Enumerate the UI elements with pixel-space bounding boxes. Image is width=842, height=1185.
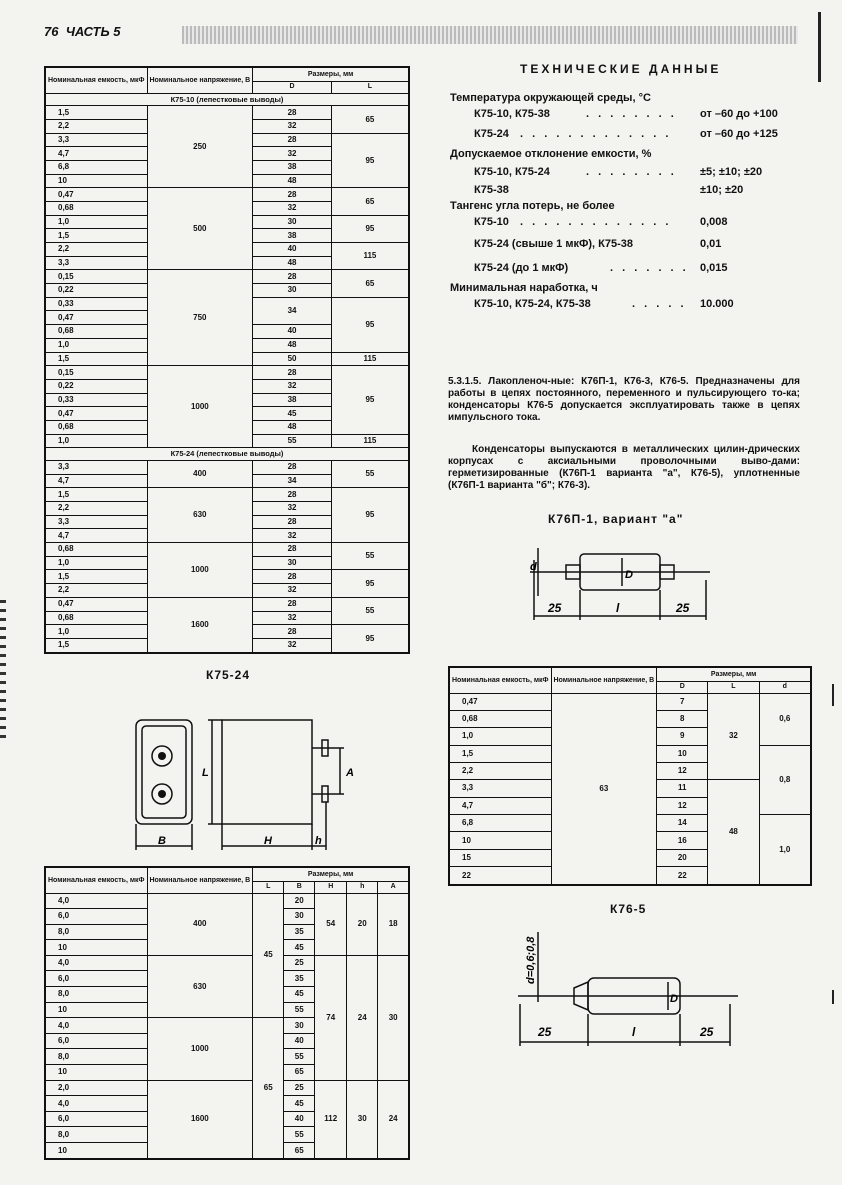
cap-cell: 3,3: [45, 461, 147, 475]
figure-title-k76p-1: К76П-1, вариант "а": [548, 512, 684, 526]
volt-cell: 400: [147, 893, 253, 955]
k75-10-k75-24-table: [44, 66, 410, 654]
cap-cell: 0,68: [45, 202, 147, 216]
small-h-cell: 30: [347, 1080, 378, 1159]
d-cell: 28: [253, 188, 332, 202]
cap-cell: 1,0: [45, 338, 147, 352]
cap-cell: 1,5: [449, 745, 551, 762]
volt-cell: 630: [147, 955, 253, 1017]
cap-cell: 0,68: [45, 420, 147, 434]
spec-dots: . . . . . . . . . . . . .: [520, 128, 672, 140]
cap-cell: 4,0: [45, 1096, 147, 1112]
cap-cell: 0,68: [45, 325, 147, 339]
b-cell: 30: [284, 909, 315, 925]
b-cell: 45: [284, 940, 315, 956]
col-header-L: L: [253, 881, 284, 893]
cap-cell: 10: [45, 1002, 147, 1018]
a-cell: 24: [378, 1080, 409, 1159]
b-cell: 20: [284, 893, 315, 909]
b-cell: 45: [284, 987, 315, 1003]
d-cell: 14: [657, 815, 708, 832]
cap-cell: 8,0: [45, 1127, 147, 1143]
cap-cell: 0,15: [45, 366, 147, 380]
d-cell: 28: [253, 366, 332, 380]
volt-cell: 250: [147, 106, 253, 188]
cap-cell: 4,0: [45, 893, 147, 909]
cap-cell: 0,22: [45, 379, 147, 393]
d-cell: 40: [253, 243, 332, 257]
col-header-d: d: [759, 681, 811, 693]
cap-cell: 6,0: [45, 1033, 147, 1049]
spec-value: ±5; ±10; ±20: [700, 166, 763, 178]
d-cell: 40: [253, 325, 332, 339]
l-cell: 95: [331, 133, 409, 188]
d-cell: 28: [253, 625, 332, 639]
cap-cell: 10: [45, 1143, 147, 1160]
col-header-voltage: Номинальное напряжение, В: [147, 67, 253, 93]
d-cell: 38: [253, 229, 332, 243]
volt-cell: 63: [551, 693, 657, 885]
h-cell: 54: [315, 893, 347, 955]
d-cell: 30: [253, 284, 332, 298]
volt-cell: 1000: [147, 1018, 253, 1080]
col-header-L: L: [331, 81, 409, 93]
cap-cell: 1,0: [449, 728, 551, 745]
d-cell: 28: [253, 515, 332, 529]
spec-value: от –60 до +100: [700, 108, 778, 120]
cap-cell: 2,2: [45, 502, 147, 516]
dim-B: B: [158, 835, 166, 847]
volt-cell: 750: [147, 270, 253, 366]
spec-dots: . . . . . . . .: [586, 166, 677, 178]
b-cell: 35: [284, 971, 315, 987]
cap-cell: 1,0: [45, 625, 147, 639]
b-cell: 55: [284, 1049, 315, 1065]
spec-line: Температура окружающей среды, °С: [450, 92, 651, 104]
wire-d-cell: 0,8: [759, 745, 811, 814]
d-cell: 7: [657, 693, 708, 710]
b-cell: 25: [284, 955, 315, 971]
d-cell: 48: [253, 174, 332, 188]
k76p-1-drawing: [510, 540, 730, 628]
l-cell: 32: [708, 693, 759, 780]
spec-line: К75-24 (до 1 мкФ): [474, 262, 569, 274]
d-cell: 28: [253, 570, 332, 584]
l-cell: 55: [331, 597, 409, 624]
cap-cell: 2,2: [45, 120, 147, 134]
d-cell: 20: [657, 849, 708, 866]
d-cell: 55: [253, 434, 332, 448]
small-h-cell: 20: [347, 893, 378, 955]
cap-cell: 4,0: [45, 1018, 147, 1034]
l-cell: 95: [331, 215, 409, 242]
volt-cell: 1600: [147, 597, 253, 653]
b-cell: 40: [284, 1033, 315, 1049]
d-cell: 32: [253, 120, 332, 134]
small-h-cell: 24: [347, 955, 378, 1080]
d-cell: 32: [253, 638, 332, 653]
cap-cell: 3,3: [45, 133, 147, 147]
dim-25-right: 25: [700, 1025, 714, 1039]
k75-24-drawing: [126, 708, 366, 858]
cap-cell: 4,0: [45, 955, 147, 971]
dim-l: l: [616, 601, 620, 615]
d-cell: 28: [253, 461, 332, 475]
l-cell: 95: [331, 625, 409, 653]
col-header-voltage: Номинальное напряжение, В: [147, 867, 253, 893]
d-cell: 16: [657, 832, 708, 849]
cap-cell: 4,7: [45, 147, 147, 161]
d-cell: 10: [657, 745, 708, 762]
side-view-body: [222, 720, 312, 824]
volt-cell: 400: [147, 461, 253, 488]
spec-value: 10.000: [700, 298, 734, 310]
d-cell: 30: [253, 556, 332, 570]
d-cell: 32: [253, 611, 332, 625]
col-header-capacitance: Номинальная емкость, мкФ: [45, 67, 147, 93]
cap-cell: 0,68: [449, 710, 551, 727]
spec-line: К75-38: [474, 184, 509, 196]
col-header-dimensions: Размеры, мм: [657, 667, 811, 681]
h-cell: 74: [315, 955, 347, 1080]
spec-line: К75-10, К75-24, К75-38: [474, 298, 591, 310]
b-cell: 25: [284, 1080, 315, 1096]
cap-cell: 10: [45, 174, 147, 188]
l-cell: 115: [331, 434, 409, 448]
volt-cell: 1000: [147, 543, 253, 598]
cap-cell: 0,33: [45, 297, 147, 311]
d-cell: 11: [657, 780, 708, 797]
scan-mark: [832, 990, 834, 1004]
d-cell: 34: [253, 297, 332, 324]
l-cell: 55: [331, 543, 409, 570]
k75-24-table: [44, 866, 410, 1160]
dim-l: l: [632, 1025, 636, 1039]
cap-cell: 1,0: [45, 434, 147, 448]
l-cell: 45: [253, 893, 284, 1018]
b-cell: 40: [284, 1111, 315, 1127]
cap-cell: 1,0: [45, 556, 147, 570]
cap-cell: 1,5: [45, 106, 147, 120]
spec-line: К75-24: [474, 128, 509, 140]
cap-cell: 6,0: [45, 909, 147, 925]
b-cell: 35: [284, 924, 315, 940]
cap-cell: 6,8: [449, 815, 551, 832]
part-title: ЧАСТЬ 5: [65, 24, 121, 39]
col-header-voltage: Номинальное напряжение, В: [551, 667, 657, 693]
section-paragraph-2: Конденсаторы выпускаются в металлических цилин-дрических корпусах с аксиальными проволочными выво-дами: герметизированные (К76П-1 варианта "а", К76-5), уплотненные (К76П-1 варианта "б"; К76-3).: [448, 444, 800, 491]
l-cell: 65: [331, 106, 409, 133]
cap-cell: 0,15: [45, 270, 147, 284]
a-cell: 18: [378, 893, 409, 955]
cap-cell: 1,5: [45, 488, 147, 502]
cap-cell: 22: [449, 867, 551, 885]
d-cell: 8: [657, 710, 708, 727]
front-view-body: [136, 720, 192, 824]
cap-cell: 1,5: [45, 229, 147, 243]
b-cell: 45: [284, 1096, 315, 1112]
l-cell: 95: [331, 366, 409, 434]
b-cell: 55: [284, 1002, 315, 1018]
d-cell: 28: [253, 133, 332, 147]
spec-value: 0,008: [700, 216, 728, 228]
wire-d-cell: 0,6: [759, 693, 811, 745]
cap-cell: 6,8: [45, 161, 147, 175]
spec-value: от –60 до +125: [700, 128, 778, 140]
d-cell: 28: [253, 488, 332, 502]
d-cell: 32: [253, 584, 332, 598]
cap-cell: 4,7: [45, 529, 147, 543]
cap-cell: 4,7: [45, 474, 147, 488]
cap-cell: 10: [45, 940, 147, 956]
d-cell: 12: [657, 762, 708, 779]
figure-title-k75-24: К75-24: [206, 668, 251, 682]
l-cell: 115: [331, 352, 409, 366]
spec-line: Допускаемое отклонение емкости, %: [450, 148, 652, 160]
spec-line: К75-10: [474, 216, 509, 228]
l-cell: 95: [331, 488, 409, 543]
spec-value: 0,015: [700, 262, 728, 274]
d-cell: 12: [657, 797, 708, 814]
cap-cell: 0,68: [45, 543, 147, 557]
col-header-D: D: [253, 81, 332, 93]
spec-value: ±10; ±20: [700, 184, 744, 196]
cap-cell: 0,47: [449, 693, 551, 710]
dim-d: d: [530, 561, 537, 573]
dim-A: A: [346, 767, 354, 779]
cap-cell: 6,0: [45, 971, 147, 987]
dim-25-left: 25: [548, 601, 562, 615]
volt-cell: 500: [147, 188, 253, 270]
volt-cell: 1600: [147, 1080, 253, 1159]
spec-line: К75-24 (свыше 1 мкФ), К75-38: [474, 238, 634, 250]
cap-cell: 10: [45, 1065, 147, 1081]
cap-cell: 4,7: [449, 797, 551, 814]
col-header-h: h: [347, 881, 378, 893]
cap-cell: 0,47: [45, 597, 147, 611]
d-cell: 38: [253, 161, 332, 175]
section-heading-k75-10: К75-10 (лепестковые выводы): [45, 93, 409, 106]
col-header-A: A: [378, 881, 409, 893]
col-header-L: L: [708, 681, 759, 693]
col-header-H: H: [315, 881, 347, 893]
col-header-B: B: [284, 881, 315, 893]
cap-cell: 0,22: [45, 284, 147, 298]
section-heading-k75-24: К75-24 (лепестковые выводы): [45, 448, 409, 461]
cap-cell: 1,5: [45, 570, 147, 584]
cap-cell: 2,2: [45, 584, 147, 598]
cap-cell: 3,3: [449, 780, 551, 797]
b-cell: 65: [284, 1143, 315, 1160]
cap-cell: 0,68: [45, 611, 147, 625]
d-cell: 48: [253, 338, 332, 352]
d-cell: 30: [253, 215, 332, 229]
col-header-capacitance: Номинальная емкость, мкФ: [449, 667, 551, 693]
k76p-1-table: [448, 666, 812, 886]
wire-d-cell: 1,0: [759, 815, 811, 885]
spec-value: 0,01: [700, 238, 722, 250]
scan-mark: [832, 684, 834, 706]
cap-cell: 6,0: [45, 1111, 147, 1127]
figure-title-k76-5: К76-5: [610, 902, 647, 916]
d-cell: 48: [253, 256, 332, 270]
l-cell: 55: [331, 461, 409, 488]
dim-H: H: [264, 835, 272, 847]
dim-L: L: [202, 767, 209, 779]
l-cell: 95: [331, 297, 409, 352]
tech-data-title: ТЕХНИЧЕСКИЕ ДАННЫЕ: [520, 62, 722, 76]
l-cell: 48: [708, 780, 759, 885]
d-cell: 32: [253, 529, 332, 543]
spec-dots: . . . . . . . . . . . . .: [520, 216, 672, 228]
b-cell: 65: [284, 1065, 315, 1081]
l-cell: 65: [331, 270, 409, 297]
d-cell: 28: [253, 543, 332, 557]
cap-cell: 8,0: [45, 987, 147, 1003]
cap-cell: 1,5: [45, 352, 147, 366]
spec-dots: . . . . . . . .: [586, 108, 677, 120]
d-cell: 22: [657, 867, 708, 885]
spec-line: Минимальная наработка, ч: [450, 282, 598, 294]
spec-dots: . . . . . . .: [610, 262, 689, 274]
cap-cell: 1,5: [45, 638, 147, 653]
l-cell: 65: [331, 188, 409, 215]
a-cell: 30: [378, 955, 409, 1080]
dim-25-right: 25: [676, 601, 690, 615]
right-margin-mark: [818, 12, 821, 82]
volt-cell: 630: [147, 488, 253, 543]
cap-cell: 15: [449, 849, 551, 866]
section-paragraph-1: 5.3.1.5. Лакопленоч-ные: К76П-1, К76-3, К76-5. Предназначены для работы в цепях постоянного, переменного и пульсирующего то-ка; конденсаторы К76-5 допускается эксплуатировать также в цепях импульсного тока.: [448, 376, 800, 423]
l-cell: 65: [253, 1018, 284, 1159]
spec-line: К75-10, К75-38: [474, 108, 550, 120]
cap-cell: 0,47: [45, 407, 147, 421]
col-header-capacitance: Номинальная емкость, мкФ: [45, 867, 147, 893]
col-header-D: D: [657, 681, 708, 693]
d-cell: 34: [253, 474, 332, 488]
page-header: [44, 24, 121, 39]
d-cell: 48: [253, 420, 332, 434]
d-cell: 32: [253, 379, 332, 393]
cap-cell: 0,47: [45, 188, 147, 202]
cap-cell: 1,0: [45, 215, 147, 229]
l-cell: 95: [331, 570, 409, 597]
d-cell: 28: [253, 270, 332, 284]
d-cell: 32: [253, 202, 332, 216]
volt-cell: 1000: [147, 366, 253, 448]
cap-cell: 0,33: [45, 393, 147, 407]
k76-5-drawing: [508, 924, 748, 1050]
cap-cell: 10: [449, 832, 551, 849]
cap-cell: 3,3: [45, 256, 147, 270]
d-cell: 28: [253, 597, 332, 611]
cap-cell: 8,0: [45, 924, 147, 940]
dim-D: D: [625, 569, 633, 581]
cap-cell: 2,0: [45, 1080, 147, 1096]
col-header-dimensions: Размеры, мм: [253, 67, 409, 81]
dim-h: h: [315, 835, 322, 847]
dim-25-left: 25: [538, 1025, 552, 1039]
cap-cell: 3,3: [45, 515, 147, 529]
d-cell: 32: [253, 147, 332, 161]
d-cell: 9: [657, 728, 708, 745]
spec-dots: . . . . .: [632, 298, 687, 310]
page-number: 76: [44, 24, 59, 39]
dim-D: D: [670, 993, 678, 1005]
cap-cell: 2,2: [449, 762, 551, 779]
l-cell: 115: [331, 243, 409, 270]
spec-line: К75-10, К75-24: [474, 166, 550, 178]
scan-mark: [0, 600, 6, 740]
cap-cell: 0,47: [45, 311, 147, 325]
col-header-dimensions: Размеры, мм: [253, 867, 409, 881]
h-cell: 112: [315, 1080, 347, 1159]
d-cell: 50: [253, 352, 332, 366]
d-cell: 45: [253, 407, 332, 421]
cap-cell: 8,0: [45, 1049, 147, 1065]
spec-line: Тангенс угла потерь, не более: [450, 200, 615, 212]
d-cell: 28: [253, 106, 332, 120]
dim-d: d=0,6;0,8: [525, 936, 537, 984]
d-cell: 32: [253, 502, 332, 516]
d-cell: 38: [253, 393, 332, 407]
header-rule: [182, 26, 798, 44]
b-cell: 30: [284, 1018, 315, 1034]
b-cell: 55: [284, 1127, 315, 1143]
cap-cell: 2,2: [45, 243, 147, 257]
